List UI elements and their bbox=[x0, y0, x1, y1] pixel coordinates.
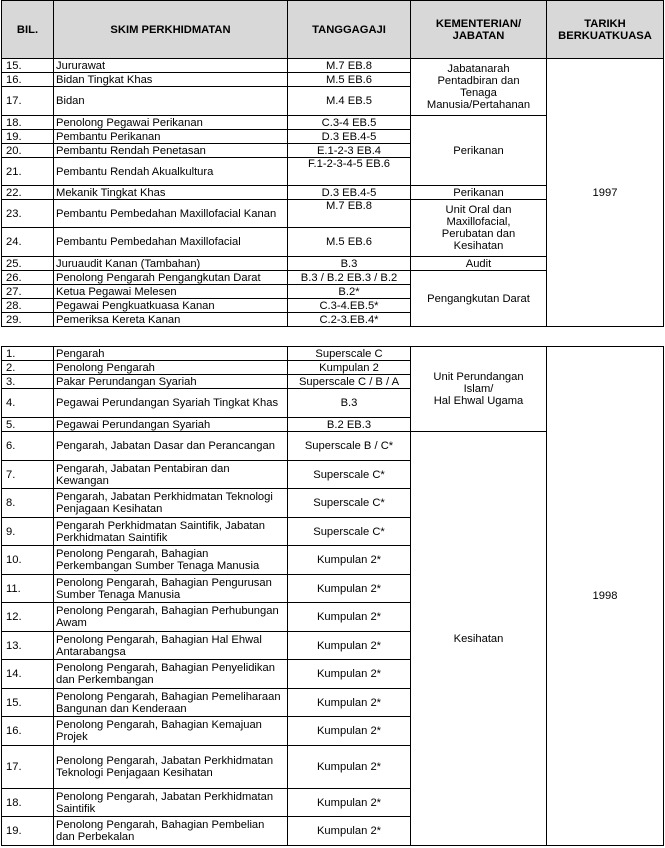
kem-line: Perubatan dan bbox=[441, 228, 516, 240]
row-gaji: C.3-4.EB.5* bbox=[288, 299, 411, 313]
row-bil: 10. bbox=[2, 546, 54, 575]
row-bil: 15. bbox=[2, 689, 54, 717]
header-bil: BIL. bbox=[2, 1, 54, 59]
row-gaji: Kumpulan 2* bbox=[288, 717, 411, 746]
row-gaji: M.4 EB.5 bbox=[288, 87, 411, 116]
row-kementerian: Kesihatan bbox=[411, 432, 547, 846]
row-kementerian bbox=[411, 59, 547, 116]
row-skim: Bidan Tingkat Khas bbox=[54, 73, 288, 87]
row-bil: 28. bbox=[2, 299, 54, 313]
row-bil: 7. bbox=[2, 461, 54, 489]
row-skim: Penolong Pengarah, Bahagian Perhubungan Awam bbox=[54, 603, 288, 632]
kem-line: Jabatanarah bbox=[447, 63, 510, 75]
row-skim: Penolong Pengarah bbox=[54, 361, 288, 375]
row-bil: 19. bbox=[2, 130, 54, 144]
row-skim: Penolong Pengarah, Bahagian Hal Ehwal Antarabangsa bbox=[54, 632, 288, 660]
row-gaji: M.5 EB.6 bbox=[288, 73, 411, 87]
row-gaji: C.2-3.EB.4* bbox=[288, 313, 411, 327]
row-gaji: Kumpulan 2* bbox=[288, 660, 411, 689]
row-bil: 27. bbox=[2, 285, 54, 299]
kem-line: Pentadbiran dan bbox=[437, 75, 520, 87]
row-bil: 12. bbox=[2, 603, 54, 632]
row-bil: 17. bbox=[2, 746, 54, 789]
row-tarikh: 1998 bbox=[547, 347, 664, 846]
header-row bbox=[2, 1, 664, 59]
kem-line: Unit Oral dan bbox=[445, 204, 512, 216]
row-bil: 16. bbox=[2, 717, 54, 746]
row-skim: Pegawai Perundangan Syariah Tingkat Khas bbox=[54, 389, 288, 418]
row-gaji: Kumpulan 2* bbox=[288, 546, 411, 575]
row-bil: 16. bbox=[2, 73, 54, 87]
row-bil: 15. bbox=[2, 59, 54, 73]
row-skim: Pegawai Perundangan Syariah bbox=[54, 418, 288, 432]
header-tanggagaji: TANGGAGAJI bbox=[288, 1, 411, 59]
row-skim: Juruaudit Kanan (Tambahan) bbox=[54, 257, 288, 271]
row-bil: 4. bbox=[2, 389, 54, 418]
header-kementerian-line1: KEMENTERIAN/ bbox=[435, 17, 522, 30]
row-kementerian: Perikanan bbox=[411, 116, 547, 186]
row-gaji: B.2 EB.3 bbox=[288, 418, 411, 432]
row-skim: Penolong Pengarah, Bahagian Pengurusan Sumber Tenaga Manusia bbox=[54, 575, 288, 603]
row-skim: Penolong Pengarah, Bahagian Perkembangan Sumber Tenaga Manusia bbox=[54, 546, 288, 575]
kem-line: Hal Ehwal Ugama bbox=[433, 395, 524, 407]
kem-line: Kesihatan bbox=[453, 240, 504, 252]
row-gaji: C.3-4 EB.5 bbox=[288, 116, 411, 130]
row-kementerian bbox=[411, 200, 547, 257]
header-skim: SKIM PERKHIDMATAN bbox=[54, 1, 288, 59]
table-row bbox=[2, 59, 664, 73]
row-skim: Pembantu Pembedahan Maxillofacial bbox=[54, 228, 288, 257]
row-bil: 21. bbox=[2, 158, 54, 186]
header-kementerian-line2: JABATAN bbox=[452, 29, 505, 42]
row-gaji: Kumpulan 2* bbox=[288, 689, 411, 717]
row-skim: Pengarah, Jabatan Perkhidmatan Teknologi Penjagaan Kesihatan bbox=[54, 489, 288, 518]
row-bil: 24. bbox=[2, 228, 54, 257]
row-skim: Bidan bbox=[54, 87, 288, 116]
row-bil: 1. bbox=[2, 347, 54, 361]
row-bil: 18. bbox=[2, 116, 54, 130]
row-bil: 9. bbox=[2, 518, 54, 546]
row-skim: Ketua Pegawai Melesen bbox=[54, 285, 288, 299]
row-gaji: B.3 bbox=[288, 257, 411, 271]
row-bil: 19. bbox=[2, 817, 54, 846]
kem-line: Manusia/Pertahanan bbox=[426, 99, 531, 111]
row-skim: Penolong Pegawai Perikanan bbox=[54, 116, 288, 130]
row-skim: Pakar Perundangan Syariah bbox=[54, 375, 288, 389]
row-bil: 11. bbox=[2, 575, 54, 603]
row-bil: 22. bbox=[2, 186, 54, 200]
row-gaji: Superscale C* bbox=[288, 489, 411, 518]
row-gaji: B.3 / B.2 EB.3 / B.2 bbox=[288, 271, 411, 285]
row-bil: 29. bbox=[2, 313, 54, 327]
row-skim: Jururawat bbox=[54, 59, 288, 73]
row-skim: Penolong Pengarah Pengangkutan Darat bbox=[54, 271, 288, 285]
row-gaji: Superscale C bbox=[288, 347, 411, 361]
row-kementerian: Perikanan bbox=[411, 186, 547, 200]
row-skim: Pemeriksa Kereta Kanan bbox=[54, 313, 288, 327]
row-gaji: M.7 EB.8 bbox=[288, 200, 411, 228]
row-skim: Pengarah bbox=[54, 347, 288, 361]
row-gaji: D.3 EB.4-5 bbox=[288, 130, 411, 144]
row-gaji: Kumpulan 2* bbox=[288, 575, 411, 603]
row-skim: Penolong Pengarah, Bahagian Pembelian dan Perbekalan bbox=[54, 817, 288, 846]
row-bil: 14. bbox=[2, 660, 54, 689]
row-gaji: Kumpulan 2* bbox=[288, 789, 411, 817]
row-skim: Penolong Pengarah, Jabatan Perkhidmatan Teknologi Penjagaan Kesihatan bbox=[54, 746, 288, 789]
row-bil: 20. bbox=[2, 144, 54, 158]
kem-line: Islam/ bbox=[463, 383, 494, 395]
row-gaji: B.2* bbox=[288, 285, 411, 299]
row-skim: Penolong Pengarah, Bahagian Kemajuan Projek bbox=[54, 717, 288, 746]
row-gaji: Superscale C / B / A bbox=[288, 375, 411, 389]
row-kementerian: Pengangkutan Darat bbox=[411, 271, 547, 327]
row-gaji: D.3 EB.4-5 bbox=[288, 186, 411, 200]
kem-line: Unit Perundangan bbox=[433, 371, 524, 383]
row-tarikh: 1997 bbox=[547, 59, 664, 327]
row-gaji: Superscale B / C* bbox=[288, 432, 411, 461]
row-skim: Pembantu Perikanan bbox=[54, 130, 288, 144]
schemes-table-1997 bbox=[1, 0, 664, 327]
row-bil: 23. bbox=[2, 200, 54, 228]
row-gaji: Kumpulan 2* bbox=[288, 746, 411, 789]
row-gaji: Kumpulan 2 bbox=[288, 361, 411, 375]
row-bil: 13. bbox=[2, 632, 54, 660]
row-bil: 3. bbox=[2, 375, 54, 389]
row-bil: 2. bbox=[2, 361, 54, 375]
header-tarikh bbox=[547, 1, 664, 59]
row-skim: Pengarah Perkhidmatan Saintifik, Jabatan Perkhidmatan Saintifik bbox=[54, 518, 288, 546]
row-skim: Penolong Pengarah, Bahagian Penyelidikan dan Perkembangan bbox=[54, 660, 288, 689]
row-kementerian: Audit bbox=[411, 257, 547, 271]
row-kementerian bbox=[411, 347, 547, 432]
row-skim: Pegawai Pengkuatkuasa Kanan bbox=[54, 299, 288, 313]
row-skim: Penolong Pengarah, Bahagian Pemeliharaan Bangunan dan Kenderaan bbox=[54, 689, 288, 717]
row-gaji: E.1-2-3 EB.4 bbox=[288, 144, 411, 158]
row-skim: Mekanik Tingkat Khas bbox=[54, 186, 288, 200]
schemes-table-1998 bbox=[1, 346, 664, 846]
row-bil: 25. bbox=[2, 257, 54, 271]
row-skim: Pengarah, Jabatan Dasar dan Perancangan bbox=[54, 432, 288, 461]
row-gaji: Kumpulan 2* bbox=[288, 817, 411, 846]
row-gaji: B.3 bbox=[288, 389, 411, 418]
row-gaji: Superscale C* bbox=[288, 461, 411, 489]
kem-line: Tenaga bbox=[460, 87, 497, 99]
kem-line: Maxillofacial, bbox=[446, 216, 511, 228]
row-skim: Pembantu Rendah Penetasan bbox=[54, 144, 288, 158]
row-gaji: Superscale C* bbox=[288, 518, 411, 546]
row-gaji: Kumpulan 2* bbox=[288, 603, 411, 632]
row-skim: Penolong Pengarah, Jabatan Perkhidmatan Saintifik bbox=[54, 789, 288, 817]
row-bil: 6. bbox=[2, 432, 54, 461]
row-gaji: Kumpulan 2* bbox=[288, 632, 411, 660]
row-bil: 17. bbox=[2, 87, 54, 116]
row-bil: 26. bbox=[2, 271, 54, 285]
row-bil: 18. bbox=[2, 789, 54, 817]
row-gaji: M.5 EB.6 bbox=[288, 228, 411, 257]
row-skim: Pengarah, Jabatan Pentabiran dan Kewangan bbox=[54, 461, 288, 489]
row-skim: Pembantu Rendah Akualkultura bbox=[54, 158, 288, 186]
row-gaji: M.7 EB.8 bbox=[288, 59, 411, 73]
header-tarikh-line2: BERKUATKUASA bbox=[558, 29, 652, 42]
row-bil: 8. bbox=[2, 489, 54, 518]
header-kementerian bbox=[411, 1, 547, 59]
row-gaji: F.1-2-3-4-5 EB.6 bbox=[288, 158, 411, 186]
row-skim: Pembantu Pembedahan Maxillofacial Kanan bbox=[54, 200, 288, 228]
row-bil: 5. bbox=[2, 418, 54, 432]
header-tarikh-line1: TARIKH bbox=[584, 17, 626, 30]
table-row bbox=[2, 347, 664, 361]
